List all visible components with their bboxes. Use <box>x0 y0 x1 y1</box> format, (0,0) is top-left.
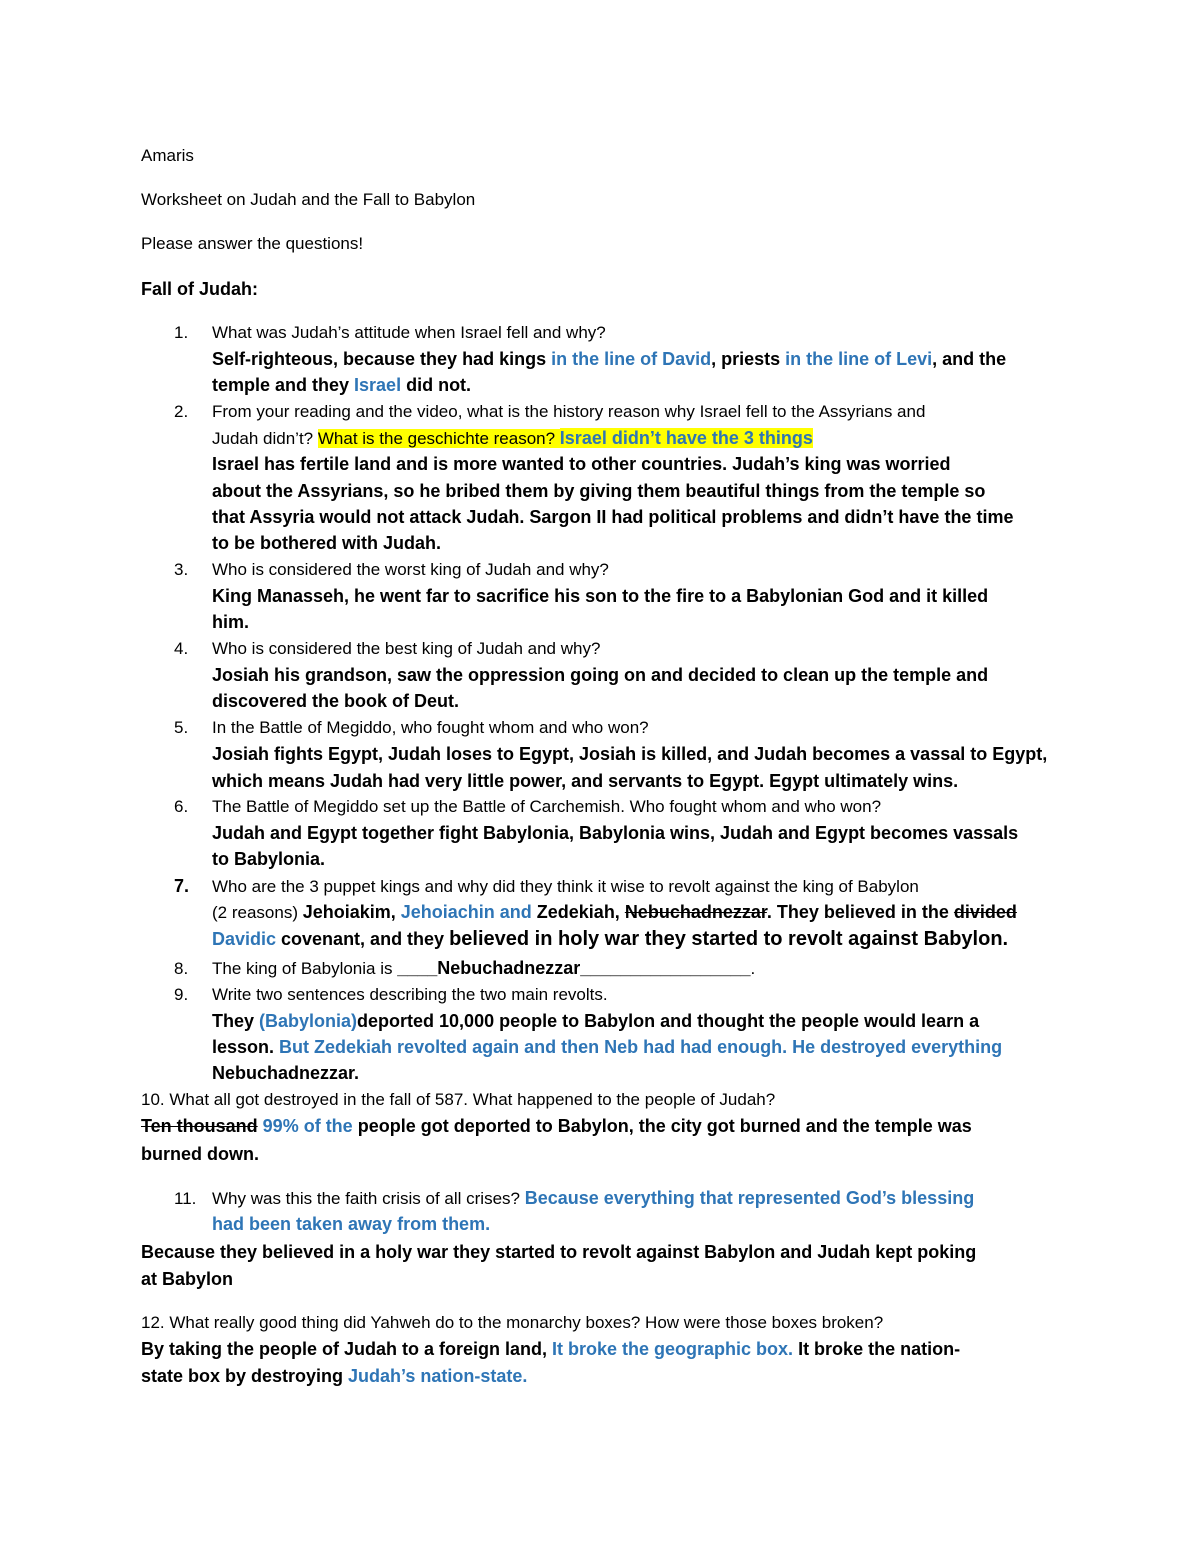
answer-insert: Davidic <box>212 929 277 949</box>
answer-insert: Israel <box>354 375 402 395</box>
highlighted-text: What is the geschichte reason? <box>317 429 560 448</box>
question-text: What was Judah’s attitude when Israel fell and why? <box>212 323 606 342</box>
question-text: (2 reasons) <box>212 903 303 922</box>
struck-text: Ten thousand <box>141 1116 258 1136</box>
question-text: From your reading and the video, what is the history reason why Israel fell to the Assyrians and <box>212 402 926 421</box>
question-number: 1. <box>174 323 189 342</box>
highlighted-answer: Israel didn’t have the 3 things <box>559 428 813 448</box>
question-1 <box>174 320 606 346</box>
answer-12-line-1 <box>141 1336 960 1362</box>
fill-in-answer: ____Nebuchadnezzar_________________ <box>397 958 751 978</box>
answer-insert: in the line of David <box>551 349 712 369</box>
answer-9-line-3: Nebuchadnezzar. <box>212 1063 360 1083</box>
answer-insert: in the line of Levi <box>785 349 933 369</box>
answer-6-line-1: Judah and Egypt together fight Babylonia, Babylonia wins, Judah and Egypt becomes vassals <box>212 823 1019 843</box>
question-number: 7. <box>174 876 190 896</box>
answer-9-line-1 <box>212 1008 979 1034</box>
answer-insert: (Babylonia) <box>259 1011 358 1031</box>
answer-text: Self-righteous, because they had kings <box>212 349 552 369</box>
question-number: 6. <box>174 797 189 816</box>
answer-2-line-4: to be bothered with Judah. <box>212 533 441 553</box>
section-heading: Fall of Judah: <box>141 279 258 299</box>
question-text: The king of Babylonia is <box>212 959 398 978</box>
answer-11-line-2: at Babylon <box>141 1269 234 1289</box>
answer-text: covenant, and they <box>276 929 450 949</box>
struck-text: divided <box>953 902 1017 922</box>
student-name: Amaris <box>141 146 194 165</box>
answer-text: It broke the nation- <box>793 1339 961 1359</box>
question-number: 9. <box>174 985 189 1004</box>
question-number: 5. <box>174 718 189 737</box>
question-7 <box>174 873 919 900</box>
question-number: 12. <box>141 1313 165 1332</box>
struck-text: Nebuchadnezzar <box>624 902 767 922</box>
answer-text: Zedekiah, <box>536 902 625 922</box>
answer-11-line-1: Because they believed in a holy war they started to revolt against Babylon and Judah kept poking <box>141 1242 977 1262</box>
question-5 <box>174 715 649 741</box>
question-number: 8. <box>174 959 189 978</box>
question-9 <box>174 982 608 1008</box>
worksheet-title: Worksheet on Judah and the Fall to Babylon <box>141 190 476 209</box>
answer-6-line-2: to Babylonia. <box>212 849 326 869</box>
question-text: Who are the 3 puppet kings and why did they think it wise to revolt against the king of Babylon <box>212 877 919 896</box>
answer-text: Jehoiakim, <box>302 902 401 922</box>
question-3 <box>174 557 609 583</box>
question-text: . <box>750 959 756 978</box>
instruction: Please answer the questions! <box>141 234 364 253</box>
question-4 <box>174 636 600 662</box>
question-text: What all got destroyed in the fall of 587. What happened to the people of Judah? <box>169 1090 776 1109</box>
question-11 <box>174 1185 974 1212</box>
question-text: Write two sentences describing the two main revolts. <box>212 985 608 1004</box>
question-text: The Battle of Megiddo set up the Battle of Carchemish. Who fought whom and who won? <box>212 797 882 816</box>
question-number: 3. <box>174 560 189 579</box>
answer-10-line-1 <box>141 1113 972 1139</box>
answer-9-line-2 <box>212 1034 1002 1060</box>
answer-text: , priests <box>711 349 786 369</box>
answer-text: temple and they <box>212 375 355 395</box>
answer-2-line-3: that Assyria would not attack Judah. Sargon II had political problems and didn’t have the time <box>212 507 1014 527</box>
question-text: Who is considered the worst king of Judah and why? <box>212 560 609 579</box>
question-text: Why was this the faith crisis of all crises? <box>212 1189 525 1208</box>
answer-5-line-2: which means Judah had very little power, and servants to Egypt. Egypt ultimately wins. <box>212 771 959 791</box>
question-text: Judah didn’t? <box>212 429 318 448</box>
question-6 <box>174 794 881 820</box>
answer-10-line-2: burned down. <box>141 1144 259 1164</box>
answer-insert: It broke the geographic box. <box>552 1339 794 1359</box>
answer-insert: 99% of the <box>257 1116 353 1136</box>
answer-text: , and the <box>932 349 1007 369</box>
answer-3-line-2: him. <box>212 612 250 632</box>
answer-insert: Jehoiachin and <box>400 902 537 922</box>
answer-text: did not. <box>401 375 472 395</box>
question-10 <box>141 1087 775 1113</box>
answer-text: believed in holy war they started to revolt against Babylon. <box>449 928 1009 950</box>
answer-text: By taking the people of Judah to a foreign land, <box>141 1339 553 1359</box>
answer-text: deported 10,000 people to Babylon and thought the people would learn a <box>357 1011 980 1031</box>
answer-5-line-1: Josiah fights Egypt, Judah loses to Egypt, Josiah is killed, and Judah becomes a vassal to Egypt, <box>212 744 1048 764</box>
question-text: Who is considered the best king of Judah and why? <box>212 639 601 658</box>
answer-4-line-1: Josiah his grandson, saw the oppression going on and decided to clean up the temple and <box>212 665 989 685</box>
answer-1-line-2 <box>212 372 471 398</box>
question-number: 10. <box>141 1090 165 1109</box>
answer-text: lesson. <box>212 1037 280 1057</box>
answer-text: state box by destroying <box>141 1366 349 1386</box>
answer-insert: But Zedekiah revolted again and then Neb had had enough. He destroyed everything <box>279 1037 1003 1057</box>
answer-3-line-1: King Manasseh, he went far to sacrifice his son to the fire to a Babylonian God and it killed <box>212 586 989 606</box>
answer-text: people got deported to Babylon, the city got burned and the temple was <box>352 1116 972 1136</box>
answer-4-line-2: discovered the book of Deut. <box>212 691 460 711</box>
answer-1-line-1 <box>212 346 1006 372</box>
answer-text: . They believed in the <box>766 902 954 922</box>
answer-2-line-2: about the Assyrians, so he bribed them by giving them beautiful things from the temple so <box>212 481 986 501</box>
question-number: 2. <box>174 402 189 421</box>
answer-11-blue-line-2: had been taken away from them. <box>212 1214 491 1234</box>
answer-insert: Because everything that represented God’s blessing <box>524 1188 975 1208</box>
question-8 <box>174 955 755 982</box>
question-7-line-3 <box>212 926 1008 953</box>
answer-insert: Judah’s nation-state. <box>348 1366 528 1386</box>
answer-2-line-1: Israel has fertile land and is more wanted to other countries. Judah’s king was worried <box>212 454 951 474</box>
answer-12-line-2 <box>141 1363 527 1389</box>
question-12 <box>141 1310 883 1336</box>
question-7-line-2 <box>212 899 1017 926</box>
question-text: What really good thing did Yahweh do to the monarchy boxes? How were those boxes broken? <box>169 1313 884 1332</box>
question-2-line-2 <box>212 425 813 452</box>
question-2 <box>174 399 925 425</box>
question-number: 4. <box>174 639 189 658</box>
question-number: 11. <box>174 1189 197 1208</box>
question-text: In the Battle of Megiddo, who fought whom and who won? <box>212 718 649 737</box>
answer-text: They <box>212 1011 260 1031</box>
